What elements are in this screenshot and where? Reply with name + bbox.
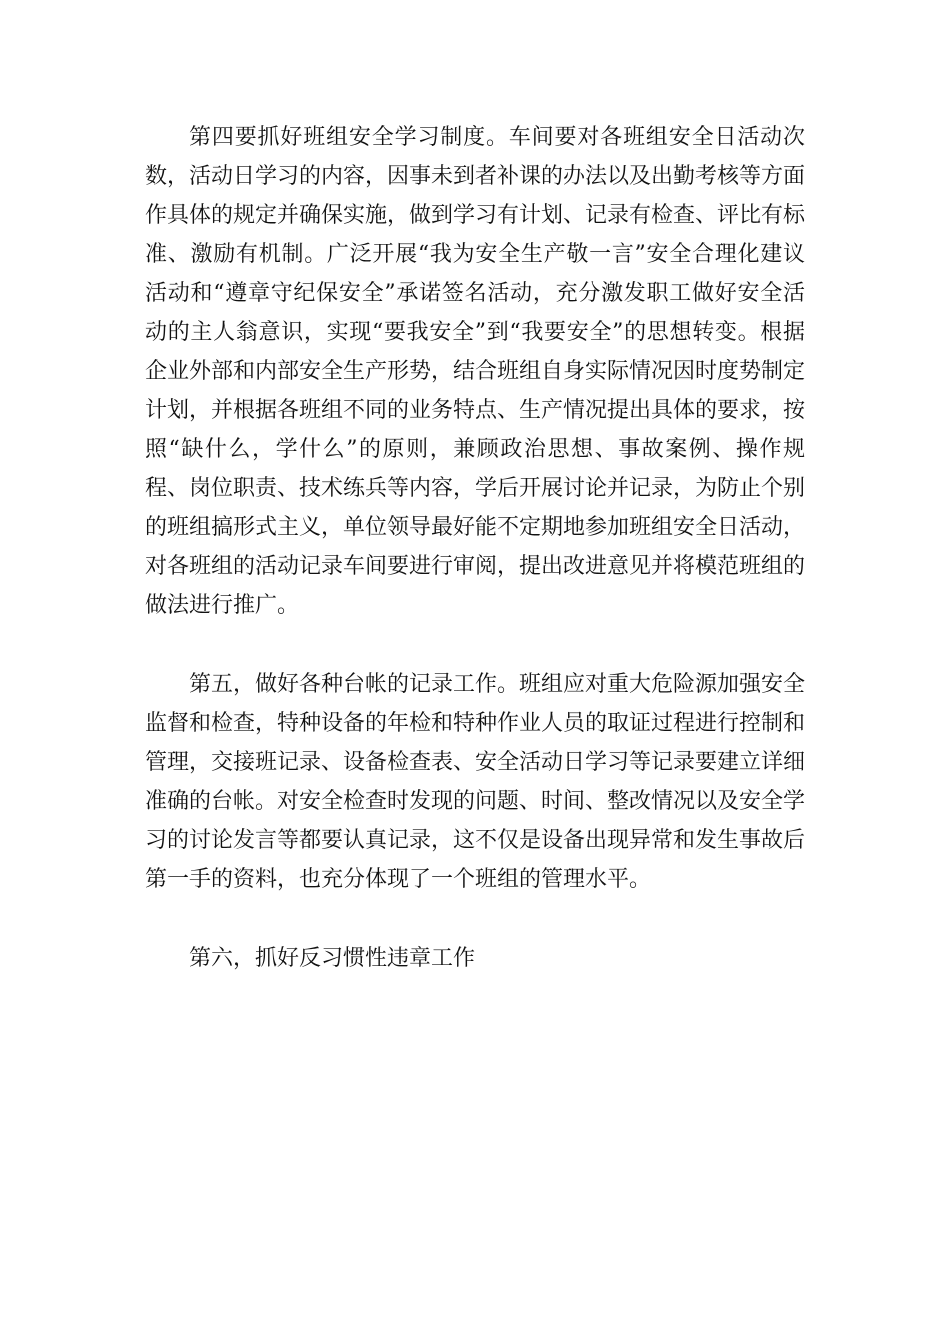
paragraph-ledger-records: 第五，做好各种台帐的记录工作。班组应对重大危险源加强安全监督和检查，特种设备的年检和特种作业人员的取证过程进行控制和管理，交接班记录、设备检查表、安全活动日学习等记录要建立详细准确的台帐。对安全检查时发现的问题、时间、整改情况以及安全学习的讨论发言等都要认真记录，这不仅是设备出现异常和发生事故后第一手的资料，也充分体现了一个班组的管理水平。	[145, 672, 806, 892]
paragraph-anti-violation: 第六，抓好反习惯性违章工作	[189, 946, 476, 971]
document-body	[145, 118, 805, 978]
paragraph-study-system: 第四要抓好班组安全学习制度。车间要对各班组安全日活动次数，活动日学习的内容，因事未到者补课的办法以及出勤考核等方面作具体的规定并确保实施，做到学习有计划、记录有检查、评比有标准、激励有机制。广泛开展“我为安全生产敬一言”安全合理化建议活动和“遵章守纪保安全”承诺签名活动，充分激发职工做好安全活动的主人翁意识，实现“要我安全”到“我要安全”的思想转变。根据企业外部和内部安全生产形势，结合班组自身实际情况因时度势制定计划，并根据各班组不同的业务特点、生产情况提出具体的要求，按照“缺什么，学什么”的原则，兼顾政治思想、事故案例、操作规程、岗位职责、技术练兵等内容，学后开展讨论并记录，为防止个别的班组搞形式主义，单位领导最好能不定期地参加班组安全日活动，对各班组的活动记录车间要进行审阅，提出改进意见并将模范班组的做法进行推广。	[145, 125, 806, 618]
